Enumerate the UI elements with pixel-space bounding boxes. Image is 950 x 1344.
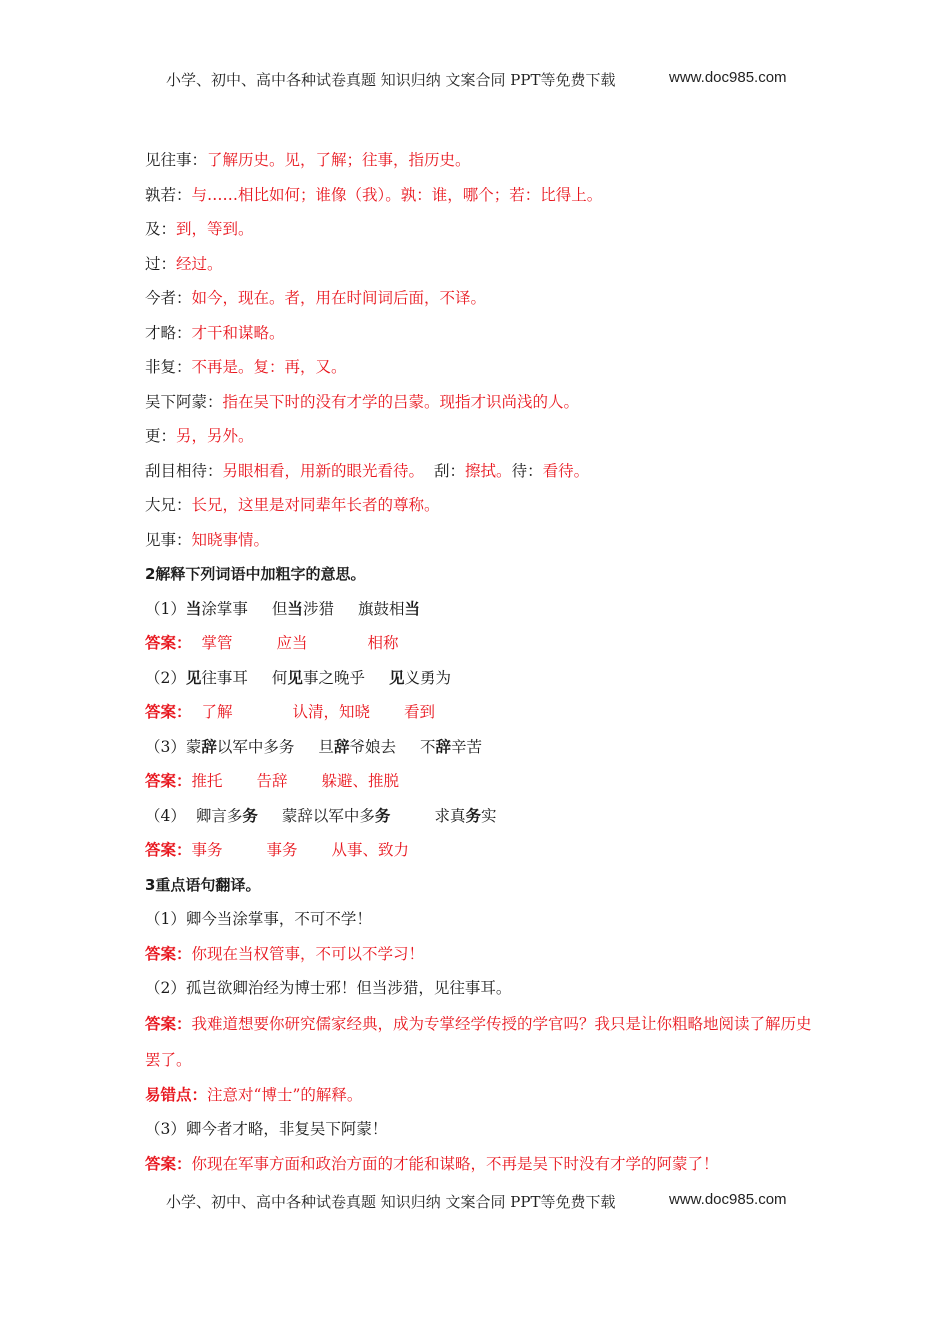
page-header — [0, 69, 950, 93]
answer-3-1: 答案：你现在当权管事，不可以不学习！ — [145, 944, 425, 963]
header-text: 小学、初中、高中各种试卷真题 知识归纳 文案合同 PPT等免费下载 — [166, 71, 616, 89]
glossary-item: 更：另，另外。 — [145, 427, 254, 445]
answer-2-4: 答案：事务 事务 从事、致力 — [145, 841, 410, 859]
glossary-item: 孰若：与……相比如何；谁像（我）。孰：谁，哪个；若：比得上。 — [145, 185, 603, 204]
section-3-title: 3重点语句翻译。 — [145, 875, 261, 894]
glossary-item: 见往事：了解历史。见，了解；往事，指历史。 — [145, 151, 471, 169]
error-note-3-2: 易错点：注意对“博士”的解释。 — [145, 1085, 363, 1104]
question-2-4: （4） 卿言多务 蒙辞以军中多务 求真务实 — [145, 806, 497, 825]
glossary-item: 过：经过。 — [145, 254, 223, 273]
page-footer — [0, 1191, 950, 1215]
answer-3-3: 答案：你现在军事方面和政治方面的才能和谋略，不再是吴下时没有才学的阿蒙了！ — [145, 1154, 719, 1173]
footer-url[interactable]: www.doc985.com — [669, 1191, 787, 1208]
question-3-1: （1）卿今当涂掌事，不可不学！ — [145, 910, 372, 928]
glossary-item: 吴下阿蒙：指在吴下时的没有才学的吕蒙。现指才识尚浅的人。 — [145, 392, 580, 411]
document-body — [145, 143, 815, 1181]
answer-3-2: 答案：我难道想要你研究儒家经典，成为专掌经学传授的学官吗？我只是让你粗略地阅读了解历史罢了。 — [145, 1014, 812, 1069]
glossary-item: 大兄：长兄，这里是对同辈年长者的尊称。 — [145, 496, 440, 514]
glossary-item: 及：到，等到。 — [145, 220, 254, 238]
question-2-3: （3）蒙辞以军中多务 旦辞爷娘去 不辞辛苦 — [145, 737, 483, 756]
question-3-3: （3）卿今者才略，非复吴下阿蒙！ — [145, 1120, 388, 1138]
answer-2-3: 答案：推托 告辞 躲避、推脱 — [145, 772, 400, 790]
glossary-item: 刮目相待：另眼相看，用新的眼光看待。 刮：擦拭。待：看待。 — [145, 461, 590, 480]
glossary-item: 今者：如今，现在。者，用在时间词后面，不译。 — [145, 289, 487, 307]
glossary-item: 非复：不再是。复：再，又。 — [145, 358, 347, 376]
section-2-title: 2解释下列词语中加粗字的意思。 — [145, 565, 366, 583]
question-2-1: （1）当涂掌事 但当涉猎 旗鼓相当 — [145, 599, 420, 618]
question-2-2: （2）见往事耳 何见事之晚乎 见义勇为 — [145, 668, 451, 687]
glossary-item: 见事：知晓事情。 — [145, 530, 270, 549]
footer-text: 小学、初中、高中各种试卷真题 知识归纳 文案合同 PPT等免费下载 — [166, 1193, 616, 1211]
answer-2-2: 答案： 了解 认清，知晓 看到 — [145, 703, 436, 721]
answer-2-1: 答案： 掌管 应当 相称 — [145, 634, 399, 652]
glossary-item: 才略：才干和谋略。 — [145, 323, 285, 342]
header-url[interactable]: www.doc985.com — [669, 69, 787, 86]
question-3-2: （2）孤岂欲卿治经为博士邪！但当涉猎，见往事耳。 — [145, 979, 512, 997]
